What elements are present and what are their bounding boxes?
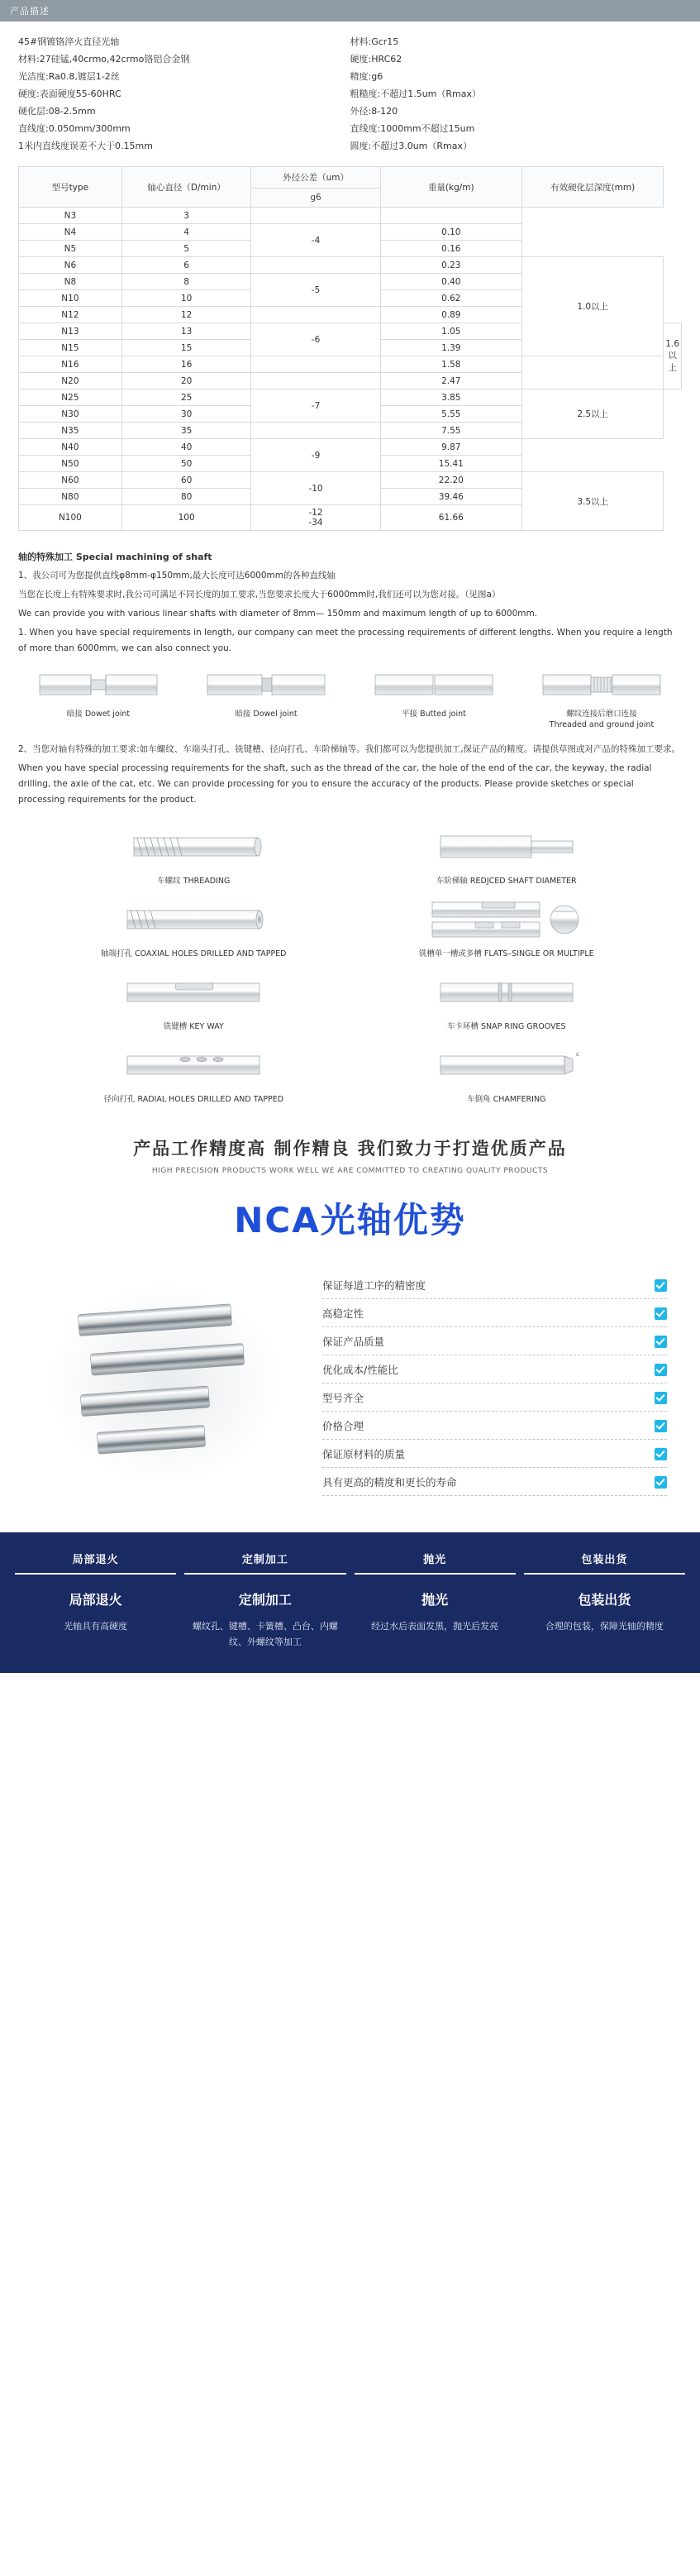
joint-label-en-1: Dowel joint xyxy=(253,710,298,719)
spec-table-body xyxy=(19,208,682,531)
advantages-list xyxy=(306,1271,667,1496)
th-diameter: 轴心直径（D/min） xyxy=(121,167,251,208)
cell-model: N100 xyxy=(19,505,122,531)
machining-label-cn-5: 车卡环槽 xyxy=(446,1022,479,1031)
cell-diameter: 8 xyxy=(121,274,251,290)
advantage-label-6: 保证原材料的质量 xyxy=(322,1448,406,1460)
spec-left-3: 硬度:表面硬度55-60HRC xyxy=(18,88,121,99)
machining-label-cn-1: 车阶梯轴 xyxy=(436,877,468,886)
joint-figure-dowel-a-icon xyxy=(23,667,174,705)
bottom-col-1 xyxy=(184,1589,345,1650)
joint-label-en-0: Dowet joint xyxy=(84,710,131,719)
cell-model: N5 xyxy=(19,241,122,257)
table-row xyxy=(19,390,682,406)
table-row xyxy=(19,373,682,390)
key-way-icon xyxy=(50,967,338,1018)
spec-table xyxy=(18,166,682,531)
bottom-col-desc-3: 合理的包装，保障光轴的精度 xyxy=(545,1621,664,1632)
cell-model: N13 xyxy=(19,323,122,340)
special-p1-en: We can provide you with various linear shafts with diameter of 8mm— 150mm and maximum length of up to 6000mm. xyxy=(18,609,538,619)
machining-label-en-1: REDJCED SHAFT DIAMETER xyxy=(469,877,577,886)
check-icon xyxy=(655,1476,667,1489)
machining-item-2 xyxy=(50,894,338,958)
spec-right-0: 材料:Gcr15 xyxy=(350,36,399,47)
advantage-label-5: 价格合理 xyxy=(322,1420,364,1432)
joint-figure-butted-icon xyxy=(359,667,509,705)
cell-diameter: 100 xyxy=(121,505,251,531)
cell-model: N10 xyxy=(19,290,122,307)
cell-diameter: 80 xyxy=(121,489,251,505)
slogan-en: HIGH PRECISION PRODUCTS WORK WELL WE ARE COMMITTED TO CREATING QUALITY PRODUCTS xyxy=(151,1167,549,1175)
machining-item-5 xyxy=(363,967,651,1031)
cell-diameter: 60 xyxy=(121,472,251,489)
spec-right-1: 硬度:HRC62 xyxy=(350,54,402,65)
bottom-col-title-1: 定制加工 xyxy=(238,1592,292,1608)
section-title: 产品描述 xyxy=(0,0,700,22)
cell-weight: 7.55 xyxy=(380,423,521,439)
bottom-tab-1[interactable]: 定制加工 xyxy=(184,1551,345,1575)
cell-tolerance xyxy=(251,356,380,373)
cell-tolerance xyxy=(251,208,380,224)
machining-grid xyxy=(0,810,700,1112)
spec-left-4: 硬化层:08-2.5mm xyxy=(18,106,96,117)
slogan-cn: 产品工作精度高 制作精良 我们致力于打造优质产品 xyxy=(133,1139,567,1159)
cell-weight: 0.62 xyxy=(380,290,521,307)
check-icon xyxy=(655,1336,667,1348)
bottom-tab-3[interactable]: 包装出货 xyxy=(524,1551,685,1575)
spec-left-5: 直线度:0.050mm/300mm xyxy=(18,123,131,134)
cell-model: N30 xyxy=(19,406,122,423)
spec-right-2: 精度:g6 xyxy=(350,71,383,82)
chamfering-icon xyxy=(363,1039,651,1091)
special-p2-cn: 当您在长度上有特殊要求时,我公司可满足不同长度的加工要求,当您要求长度大于6000mm时,我们还可以为您对接。（见图a） xyxy=(18,590,501,600)
table-row xyxy=(19,472,682,489)
cell-weight: 0.23 xyxy=(380,257,521,274)
cell-diameter: 50 xyxy=(121,456,251,472)
cell-weight: 1.39 xyxy=(380,340,521,356)
cell-model: N6 xyxy=(19,257,122,274)
table-row xyxy=(19,208,682,224)
joint-label-cn-3: 螺纹连接后磨口连接 xyxy=(566,710,637,719)
advantage-label-4: 型号齐全 xyxy=(322,1392,364,1404)
spec-left-column xyxy=(18,33,350,155)
joint-item-1 xyxy=(191,667,341,730)
check-icon xyxy=(655,1307,667,1320)
cell-tolerance xyxy=(251,257,380,274)
advantage-row xyxy=(322,1412,667,1440)
cell-diameter: 10 xyxy=(121,290,251,307)
spec-left-2: 光洁度:Ra0.8,镀层1-2丝 xyxy=(18,71,120,82)
bottom-col-0 xyxy=(15,1589,176,1650)
advantage-row xyxy=(322,1299,667,1327)
cell-hardening: 3.5以上 xyxy=(522,472,664,531)
special-title: 轴的特殊加工 Special machining of shaft xyxy=(18,552,212,562)
advantage-label-0: 保证每道工序的精密度 xyxy=(322,1279,426,1292)
machining-label-en-4: KEY WAY xyxy=(189,1022,224,1031)
special-p2-en: 1. When you have special requirements in length, our company can meet the processing requirements of different lengths. When you require a length of more than 6000mm, we can also connect you. xyxy=(18,628,673,653)
cell-model: N15 xyxy=(19,340,122,356)
cell-tolerance: -10 xyxy=(251,472,380,505)
cell-tolerance xyxy=(251,307,380,323)
machining-item-1 xyxy=(363,821,651,886)
cell-weight: 3.85 xyxy=(380,390,521,406)
table-row xyxy=(19,224,682,241)
cell-weight: 0.40 xyxy=(380,274,521,290)
check-icon xyxy=(655,1420,667,1432)
advantages-section xyxy=(0,1251,700,1532)
machining-item-6 xyxy=(50,1039,338,1104)
special-p1-cn: 1、我公司可为您提供直线φ8mm-φ150mm,最大长度可达6000mm的各种直线轴 xyxy=(18,571,336,581)
spec-table-head xyxy=(19,167,682,208)
cell-diameter: 13 xyxy=(121,323,251,340)
spec-right-3: 粗糙度:不超过1.5um（Rmax） xyxy=(350,88,481,99)
cell-tolerance: -5 xyxy=(251,274,380,307)
th-model: 型号type xyxy=(19,167,122,208)
cell-weight xyxy=(380,208,521,224)
cell-diameter: 35 xyxy=(121,423,251,439)
cell-tolerance: -9 xyxy=(251,439,380,472)
advantage-row xyxy=(322,1271,667,1299)
joint-item-2 xyxy=(359,667,509,730)
th-tolerance: 外径公差（um） xyxy=(251,167,380,189)
cell-model: N8 xyxy=(19,274,122,290)
th-hardening: 有效硬化层深度(mm) xyxy=(522,167,664,208)
cell-weight: 0.89 xyxy=(380,307,521,323)
cell-model: N16 xyxy=(19,356,122,373)
spec-right-6: 圆度:不超过3.0um（Rmax） xyxy=(350,141,472,151)
cell-tolerance: -7 xyxy=(251,390,380,423)
cell-diameter: 40 xyxy=(121,439,251,456)
cell-model: N60 xyxy=(19,472,122,489)
joint-figure-threaded-ground-icon xyxy=(526,667,677,705)
cell-weight: 22.20 xyxy=(380,472,521,489)
cell-model: N40 xyxy=(19,439,122,456)
cell-hardening: 1.0以上 xyxy=(522,257,664,356)
advantage-row xyxy=(322,1384,667,1412)
joint-label-en-3: Threaded and ground joint xyxy=(549,720,655,729)
bottom-col-desc-0: 光轴具有高硬度 xyxy=(64,1621,128,1632)
bottom-feature-bar xyxy=(0,1532,700,1673)
machining-label-en-2: COAXIAL HOLES DRILLED AND TAPPED xyxy=(135,949,287,958)
cell-tolerance: -6 xyxy=(251,323,380,356)
cell-weight: 39.46 xyxy=(380,489,521,505)
spec-right-4: 外径:8-120 xyxy=(350,106,398,117)
svg-text:c: c xyxy=(575,1051,579,1058)
cell-weight: 2.47 xyxy=(380,373,521,390)
product-photo xyxy=(33,1259,306,1508)
spec-right-5: 直线度:1000mm不超过15um xyxy=(350,123,475,134)
cell-hardening: 2.5以上 xyxy=(522,390,664,439)
machining-item-4 xyxy=(50,967,338,1031)
cell-tolerance: -4 xyxy=(251,224,380,257)
machining-label-en-3: FLATS–SINGLE OR MULTIPLE xyxy=(483,949,594,958)
bottom-tab-2[interactable]: 抛光 xyxy=(355,1551,516,1575)
cell-tolerance xyxy=(251,423,380,439)
cell-weight: 1.05 xyxy=(380,323,521,340)
machining-label-cn-7: 车倒角 xyxy=(467,1095,491,1104)
advantage-row xyxy=(322,1327,667,1355)
bottom-col-title-0: 局部退火 xyxy=(69,1592,122,1608)
machining-item-7 xyxy=(363,1039,651,1104)
cell-weight: 15.41 xyxy=(380,456,521,472)
joint-label-cn-0: 暗接 xyxy=(66,710,83,719)
machining-label-en-6: RADIAL HOLES DRILLED AND TAPPED xyxy=(137,1095,284,1104)
bottom-tab-0[interactable]: 局部退火 xyxy=(15,1551,176,1575)
big-title: NCA光轴优势 xyxy=(234,1200,466,1240)
cell-diameter: 16 xyxy=(121,356,251,373)
cell-diameter: 15 xyxy=(121,340,251,356)
advantage-row xyxy=(322,1355,667,1384)
cell-diameter: 20 xyxy=(121,373,251,390)
bottom-col-desc-2: 经过水后表面发黑，抛光后发亮 xyxy=(371,1621,499,1632)
joint-label-cn-2: 平接 xyxy=(402,710,418,719)
machining-label-en-7: CHAMFERING xyxy=(493,1095,546,1104)
threading-icon xyxy=(50,821,338,872)
special-p3-cn: 2、当您对轴有特殊的加工要求:如车螺纹、车端头打孔、铣键槽、径向打孔、车阶梯轴等。我们都可以为您提供加工,保证产品的精度。请提供草图或对产品的特殊加工要求。 xyxy=(18,744,681,754)
cell-model: N20 xyxy=(19,373,122,390)
bottom-col-title-3: 包装出货 xyxy=(578,1592,631,1608)
bottom-col-3 xyxy=(524,1589,685,1650)
table-row xyxy=(19,257,682,274)
machining-item-0 xyxy=(50,821,338,886)
flats-single-multiple-icon xyxy=(363,894,651,945)
cell-model: N50 xyxy=(19,456,122,472)
joint-figures xyxy=(0,658,700,734)
spec-right-column xyxy=(350,33,683,155)
advantage-row xyxy=(322,1468,667,1496)
cell-weight: 1.58 xyxy=(380,356,521,373)
table-row xyxy=(19,356,682,373)
cell-diameter: 5 xyxy=(121,241,251,257)
cell-diameter: 3 xyxy=(121,208,251,224)
check-icon xyxy=(655,1364,667,1376)
cell-hardening: 1.6以上 xyxy=(664,323,682,390)
spec-block xyxy=(0,22,700,163)
spec-left-1: 材料:27硅锰,40crmo,42crmo铬铝合金钢 xyxy=(18,54,190,65)
machining-label-cn-3: 铣槽单一槽或多槽 xyxy=(418,949,482,958)
machining-label-en-5: SNAP RING GROOVES xyxy=(480,1022,566,1031)
reduced-shaft-diameter-icon xyxy=(363,821,651,872)
slogan-block xyxy=(0,1112,700,1178)
cell-model: N80 xyxy=(19,489,122,505)
joint-label-en-2: Butted joint xyxy=(420,710,466,719)
machining-label-en-0: THREADING xyxy=(183,877,231,886)
spec-left-0: 45#钢镀铬淬火直径光轴 xyxy=(18,36,120,47)
special-p3-en: When you have special processing requirements for the shaft, such as the thread of the car, the hole of the end of the car, the keyway, the radial drilling, the axle of the cat, etc. We can provide processing for you to ensure the accuracy of the products. Please provide sketches or special processing requirements for the product. xyxy=(18,763,652,805)
cell-model: N12 xyxy=(19,307,122,323)
table-row xyxy=(19,439,682,456)
machining-label-cn-6: 径向打孔 xyxy=(103,1095,136,1104)
advantage-row xyxy=(322,1440,667,1468)
advantage-label-2: 保证产品质量 xyxy=(322,1336,385,1348)
snap-ring-grooves-icon xyxy=(363,967,651,1018)
joint-item-3 xyxy=(526,667,677,730)
machining-label-cn-2: 轴端打孔 xyxy=(101,949,133,958)
cell-diameter: 6 xyxy=(121,257,251,274)
cell-weight: 5.55 xyxy=(380,406,521,423)
bottom-col-2 xyxy=(355,1589,516,1650)
cell-diameter: 12 xyxy=(121,307,251,323)
cell-diameter: 30 xyxy=(121,406,251,423)
machining-label-cn-4: 铣键槽 xyxy=(163,1022,188,1031)
bottom-columns xyxy=(0,1575,700,1650)
machining-item-3 xyxy=(363,894,651,958)
th-tolerance-grade: g6 xyxy=(251,189,380,208)
check-icon xyxy=(655,1392,667,1404)
joint-figure-dowel-b-icon xyxy=(191,667,341,705)
cell-weight: 0.10 xyxy=(380,224,521,241)
cell-model: N25 xyxy=(19,390,122,406)
cell-weight: 61.66 xyxy=(380,505,521,531)
joint-item-0 xyxy=(23,667,174,730)
check-icon xyxy=(655,1448,667,1460)
cell-weight: 9.87 xyxy=(380,439,521,456)
spec-table-wrap xyxy=(0,163,700,539)
cell-model: N35 xyxy=(19,423,122,439)
spec-left-6: 1米内直线度误差不大于0.15mm xyxy=(18,141,153,151)
cell-model: N3 xyxy=(19,208,122,224)
joint-label-cn-1: 暗接 xyxy=(235,710,251,719)
advantage-label-1: 高稳定性 xyxy=(322,1307,364,1320)
bottom-tabs xyxy=(0,1532,700,1575)
radial-holes-icon xyxy=(50,1039,338,1091)
coaxial-holes-icon xyxy=(50,894,338,945)
cell-diameter: 25 xyxy=(121,390,251,406)
advantage-label-3: 优化成本/性能比 xyxy=(322,1364,398,1376)
cell-tolerance: -12 -34 xyxy=(251,505,380,531)
check-icon xyxy=(655,1279,667,1292)
advantage-label-7: 具有更高的精度和更长的寿命 xyxy=(322,1476,457,1489)
cell-tolerance xyxy=(251,373,380,390)
bottom-col-desc-1: 螺纹孔、键槽、卡簧槽、凸台、内螺纹、外螺纹等加工 xyxy=(192,1621,338,1647)
cell-weight: 0.16 xyxy=(380,241,521,257)
cell-diameter: 4 xyxy=(121,224,251,241)
bottom-col-title-2: 抛光 xyxy=(421,1592,449,1608)
cell-model: N4 xyxy=(19,224,122,241)
machining-label-cn-0: 车螺纹 xyxy=(157,877,181,886)
th-weight: 重量(kg/m) xyxy=(380,167,521,208)
